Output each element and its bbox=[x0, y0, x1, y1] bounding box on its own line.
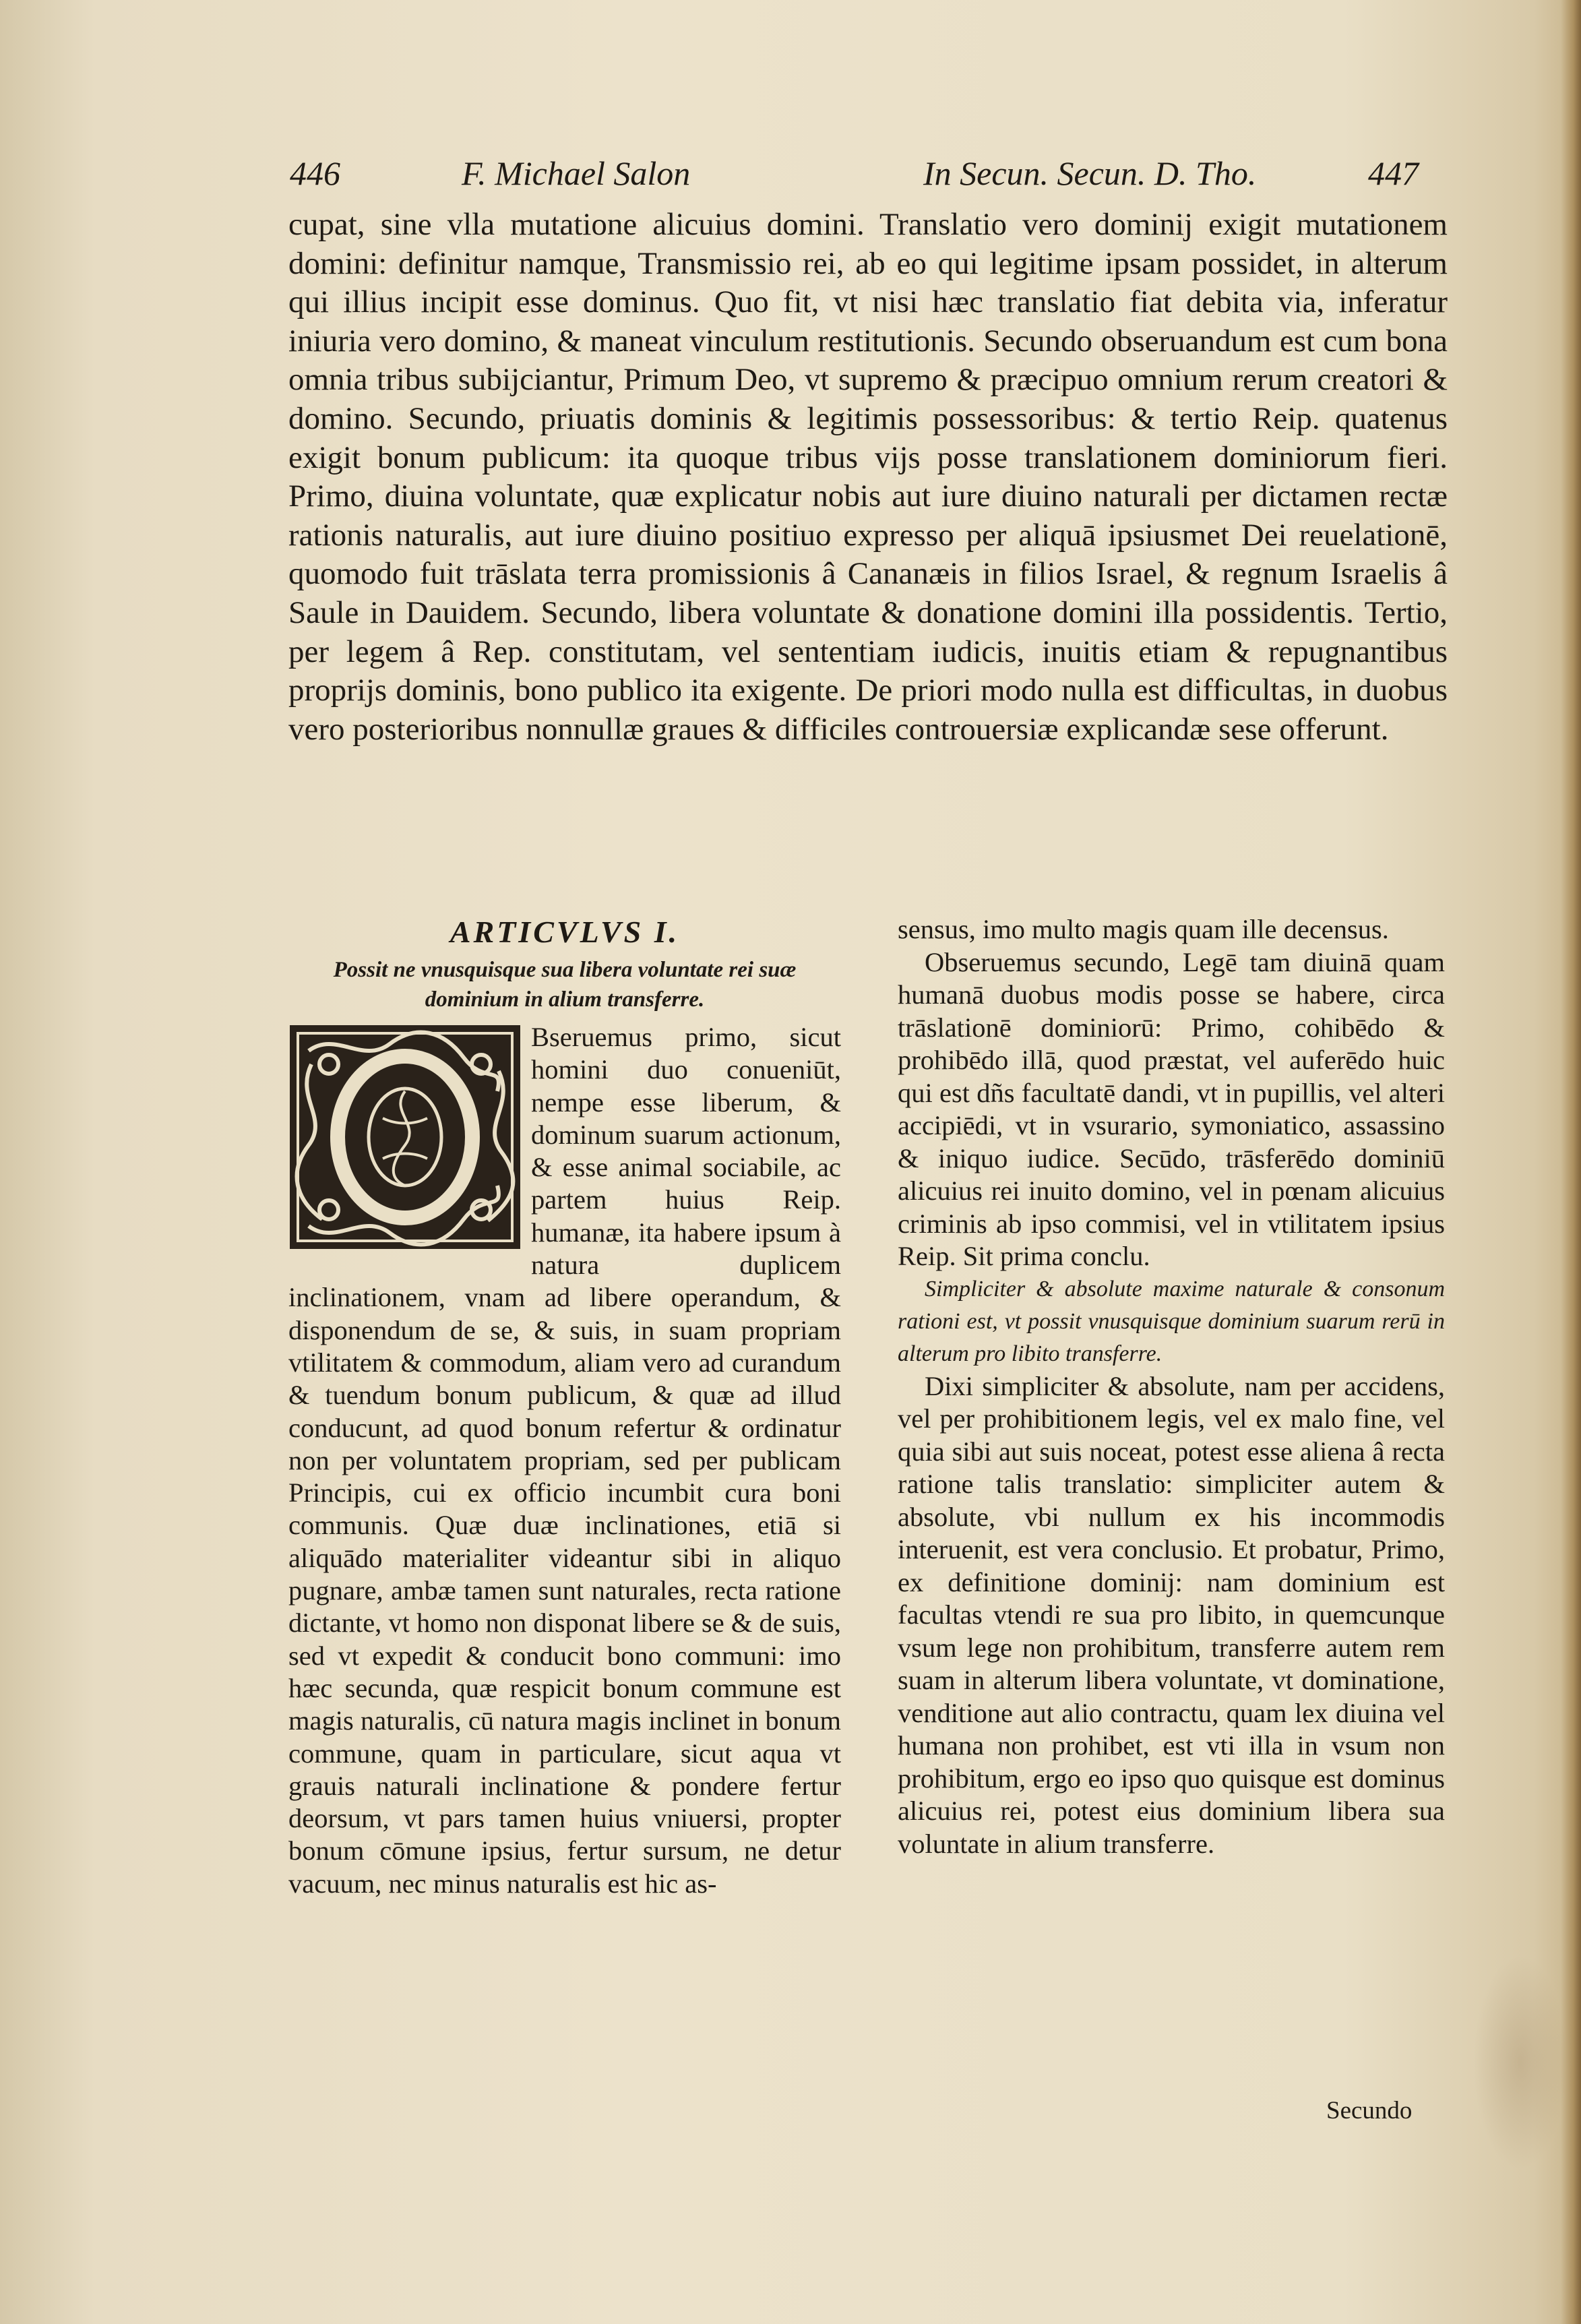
right-continuation-text: sensus, imo multo magis quam ille decensus. bbox=[898, 914, 1389, 944]
ornamental-initial-o-icon bbox=[288, 1024, 522, 1250]
paper-stain bbox=[1473, 1955, 1568, 2170]
left-column-paragraph: Bseruemus primo, sicut homini duo conueniūt, nempe esse liberum, & dominum suarum actionum, & esse animal sociabile, ac partem huius Reip. humanæ, ita habere ipsum à natura duplicem inclinationem, vnam ad libere operandum, & disponendum de se, & suis, in suam propriam vtilitatem & commodum, aliam vero ad curandum & tuendum bonum publicum, & quæ ad illud conducunt, ad quod bonum refertur & ordinatur non per voluntatem propriam, sed per publicam Principis, cui ex officio incumbit cura boni communis. Quæ duæ inclinationes, etiā si aliquādo materialiter videantur sibi in aliquo pugnare, ambæ tamen sunt naturales, recta ratione dictante, vt homo non disponat libere se & de suis, sed vt expedit & conducit bono communi: imo hæc secunda, quæ respicit bonum commune est magis naturalis, cū natura magis inclinet in bonum commune, quam in particulare, sicut aqua vt grauis naturali inclinatione & pondere fertur deorsum, vt pars tamen huius vniuersi, propter bonum cōmune ipsius, fertur sursum, ne detur vacuum, nec minus naturalis est hic as- bbox=[288, 1022, 841, 1899]
running-head bbox=[290, 154, 1435, 201]
intro-section bbox=[288, 206, 1448, 749]
right-paragraph-secundo: Obseruemus secundo, Legē tam diuinā quam humanā duobus modis posse se habere, circa trāslationē dominiorū: Primo, cohibēdo & prohibēdo illā, quod præstat, vel auferēdo huic qui est dñs facultatē dandi, vt in pupillis, vel alteri accipiēdi, vt in vsurario, symoniatico, assassino & iniquo iudice. Secūdo, trāsferēdo dominiū alicuius rei inuito domino, vel in pœnam alicuius criminis ab ipso commisi, vel in vtilitatem ipsius Reip. Sit prima conclu. bbox=[898, 946, 1445, 1271]
right-paragraph-dixi: Dixi simpliciter & absolute, nam per accidens, vel per prohibitionem legis, vel ex malo fine, vel quia sibi aut suis noceat, potest esse aliena â recta ratione talis translatio: simpliciter autem & absolute, vbi nullum ex his incommodis interuenit, est vera conclusio. Et probatur, Primo, ex definitione dominij: nam dominium est facultas vtendi re sua pro libito, in quemcunque vsum lege non prohibitum, transferre autem rem suam in alterum libera voluntate, vt dominatione, venditione aut alio contractu, quam lex diuina vel humana non prohibet, est vti illa in vsum non prohibitum, ergo eo ipso quo quisque est dominus alicuius rei, potest eius dominium libera sua voluntate in alium transferre. bbox=[898, 1370, 1445, 1859]
first-conclusion: Simpliciter & absolute maxime naturale & consonum rationi est, vt possit vnusquisque dominium suarum rerū in alterum pro libito transferre. bbox=[898, 1276, 1445, 1366]
left-column bbox=[288, 913, 841, 1900]
catchword: Secundo bbox=[1326, 2097, 1413, 2124]
article-question: Possit ne vnusquisque sua libera voluntate rei suæ dominium in alium transferre. bbox=[333, 958, 797, 1012]
article-title: ARTICVLVS I. bbox=[450, 915, 680, 949]
intro-paragraph: cupat, sine vlla mutatione alicuius domini. Translatio vero dominij exigit mutationem domini: definitur namque, Transmissio rei, ab eo qui legitime ipsam possidet, in alterum qui illius incipit esse dominus. Quo fit, vt nisi hæc translatio fiat debita via, inferatur iniuria vero domino, & maneat vinculum restitutionis. Secundo obseruandum est cum bona omnia tribus subijciantur, Primum Deo, vt supremo & præcipuo omnium rerum creatori & domino. Secundo, priuatis dominis & legitimis possessoribus: & tertio Reip. quatenus exigit bonum publicum: ita quoque tribus vijs posse translationem dominiorum fieri. Primo, diuina voluntate, quæ explicatur nobis aut iure diuino naturali per dictamen rectæ rationis naturalis, aut iure diuino positiuo expresso per aliquā ipsiusmet Dei reuelationē, quomodo fuit trāslata terra promissionis â Cananæis in filios Israel, & regnum Israelis â Saule in Dauidem. Secundo, libera voluntate & donatione domini illa possidentis. Tertio, per legem â Rep. constitutam, vel sententiam iudicis, inuitis etiam & repugnantibus proprijs dominis, bono publico ita exigente. De priori modo nulla est difficultas, in duobus vero posterioribus nonnullæ graues & difficiles controuersiæ explicandæ sese offerunt. bbox=[288, 207, 1448, 747]
right-page-number: 447 bbox=[1368, 154, 1419, 192]
left-running-title: F. Michael Salon bbox=[462, 154, 691, 192]
right-column bbox=[898, 913, 1445, 1860]
right-running-title: In Secun. Secun. D. Tho. bbox=[923, 154, 1257, 192]
left-page-number: 446 bbox=[290, 154, 340, 192]
